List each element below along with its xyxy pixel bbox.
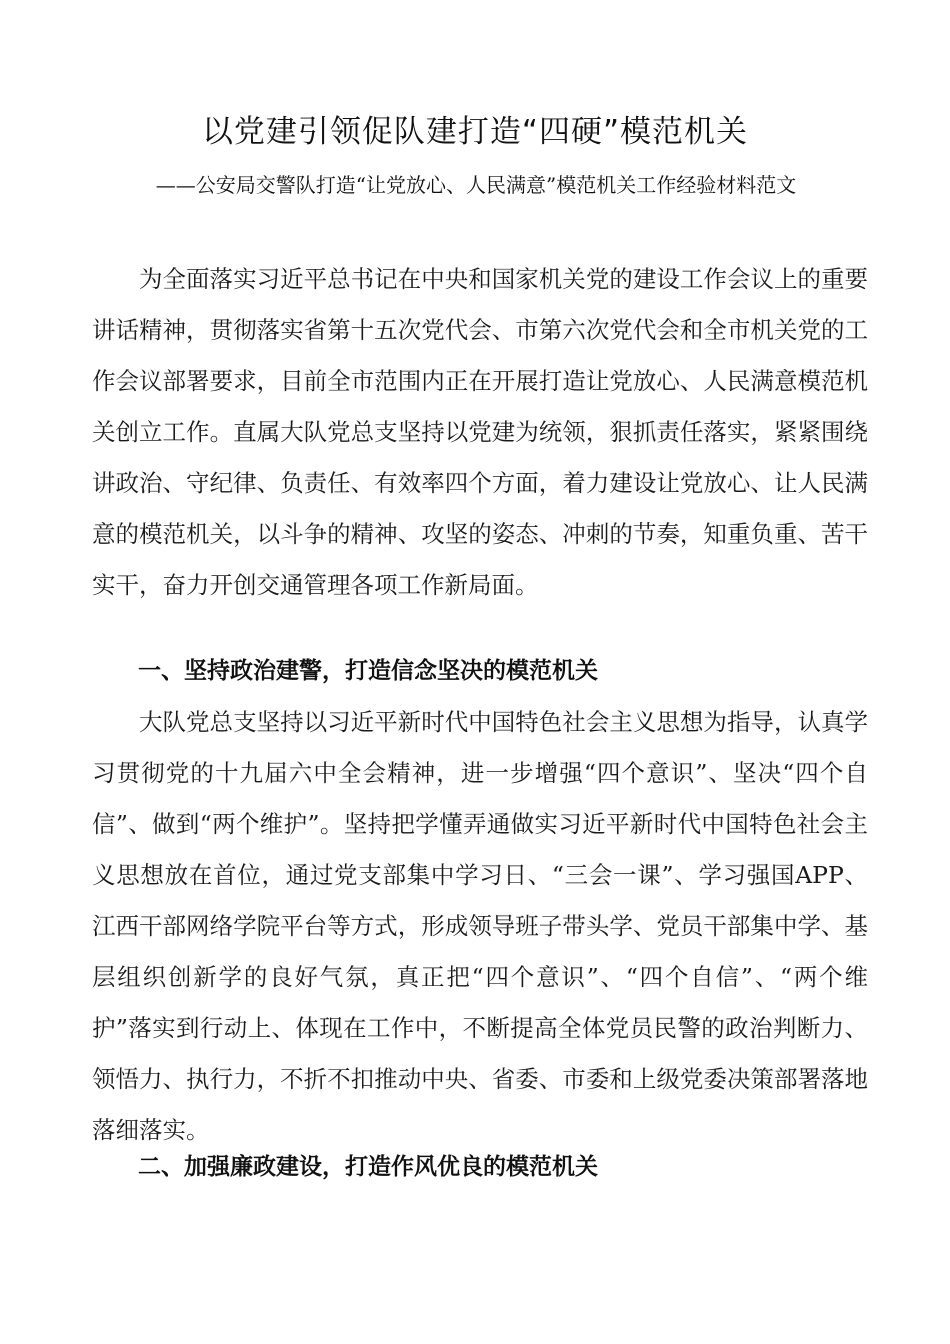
section-1-heading: 一、坚持政治建警，打造信念坚决的模范机关: [138, 658, 598, 684]
section-1-paragraph: 大队党总支坚持以习近平新时代中国特色社会主义思想为指导，认真学习贯彻党的十九届六中全会精神，进一步增强“四个意识”、坚决“四个自信”、做到“两个维护”。坚持把学懂弄通做实习近平新时代中国特色社会主义思想放在首位，通过党支部集中学习日、“三会一课”、学习强国APP、江西干部网络学院平台等方式，形成领导班子带头学、党员干部集中学、基层组织创新学的良好气氛，真正把“四个意识”、“四个自信”、“两个维护”落实到行动上、体现在工作中，不断提高全体党员民警的政治判断力、领悟力、执行力，不折不扣推动中央、省委、市委和上级党委决策部署落地落细落实。: [92, 708, 868, 1144]
intro-paragraph: 为全面落实习近平总书记在中央和国家机关党的建设工作会议上的重要讲话精神，贯彻落实省第十五次党代会、市第六次党代会和全市机关党的工作会议部署要求，目前全市范围内正在开展打造让党放心、人民满意模范机关创立工作。直属大队党总支坚持以党建为统领，狠抓责任落实，紧紧围绕讲政治、守纪律、负责任、有效率四个方面，着力建设让党放心、让人民满意的模范机关，以斗争的精神、攻坚的姿态、冲刺的节奏，知重负重、苦干实干，奋力开创交通管理各项工作新局面。: [92, 265, 868, 599]
section-2-heading: 二、加强廉政建设，打造作风优良的模范机关: [138, 1154, 598, 1180]
document-subtitle: ——公安局交警队打造“让党放心、人民满意”模范机关工作经验材料范文: [155, 173, 797, 197]
document-title: 以党建引领促队建打造“四硬”模范机关: [201, 114, 749, 150]
